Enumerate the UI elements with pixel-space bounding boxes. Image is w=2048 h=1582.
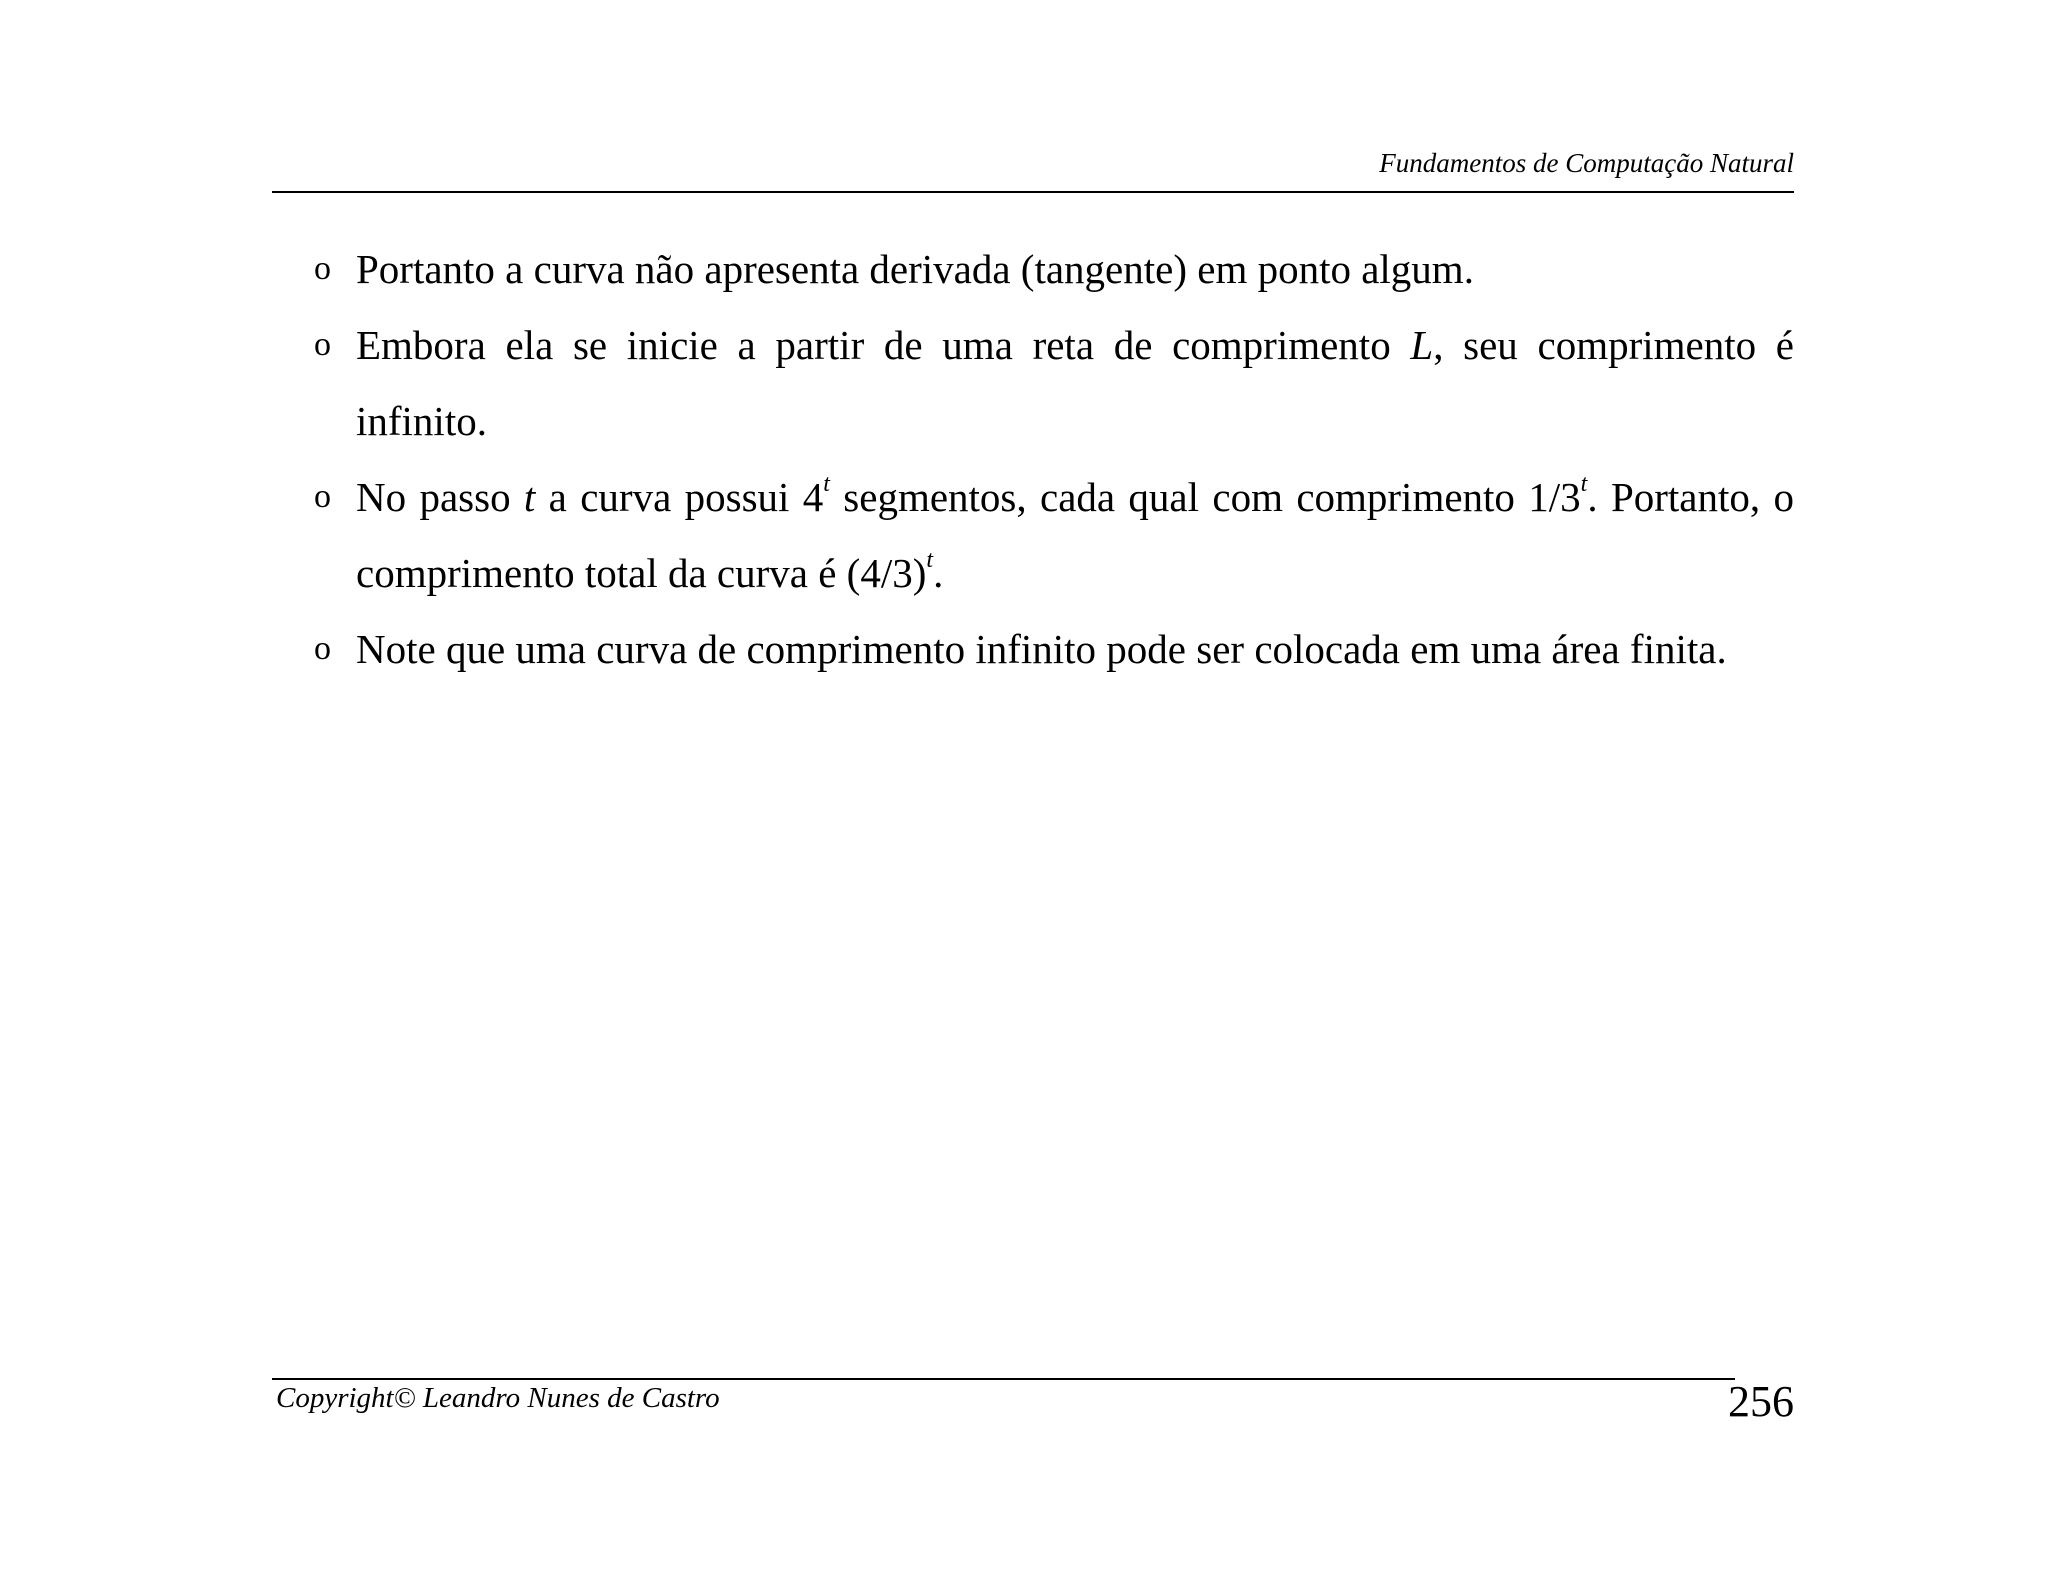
bullet-item [314, 231, 1794, 307]
bullet-item [314, 459, 1794, 611]
superscript: t [926, 547, 934, 573]
bullet-item [314, 611, 1794, 687]
bullet-text: Note que uma curva de comprimento infinito pode ser colocada em uma área finita. [356, 626, 1727, 672]
bullet-circle-icon: o [314, 326, 331, 363]
superscript: t [1580, 471, 1588, 497]
superscript: t [823, 471, 830, 497]
header-rule [272, 191, 1794, 193]
bullet-circle-icon: o [314, 478, 331, 515]
bullet-text: No passo t a curva possui 4$^t$ segmentos, cada qual com comprimento 1/3$^t$. Portanto, o comprimento total da curva é $(4/3)^t$. [356, 471, 1794, 596]
bullet-text: Portanto a curva não apresenta derivada (tangente) em ponto algum. [356, 246, 1474, 292]
footer-copyright: Copyright© Leandro Nunes de Castro [276, 1382, 720, 1414]
variable-italic: t [523, 474, 536, 520]
bullet-circle-icon: o [314, 250, 331, 287]
variable-italic: L [1410, 322, 1434, 368]
bullet-item [314, 307, 1794, 459]
bullet-circle-icon: o [314, 630, 331, 667]
bullet-text: Embora ela se inicie a partir de uma reta de comprimento L, seu comprimento é infinito. [356, 322, 1794, 444]
footer-rule [272, 1378, 1735, 1380]
bullet-list [314, 231, 1794, 687]
page-number: 256 [1728, 1377, 1794, 1426]
running-header-title: Fundamentos de Computação Natural [1379, 148, 1794, 178]
